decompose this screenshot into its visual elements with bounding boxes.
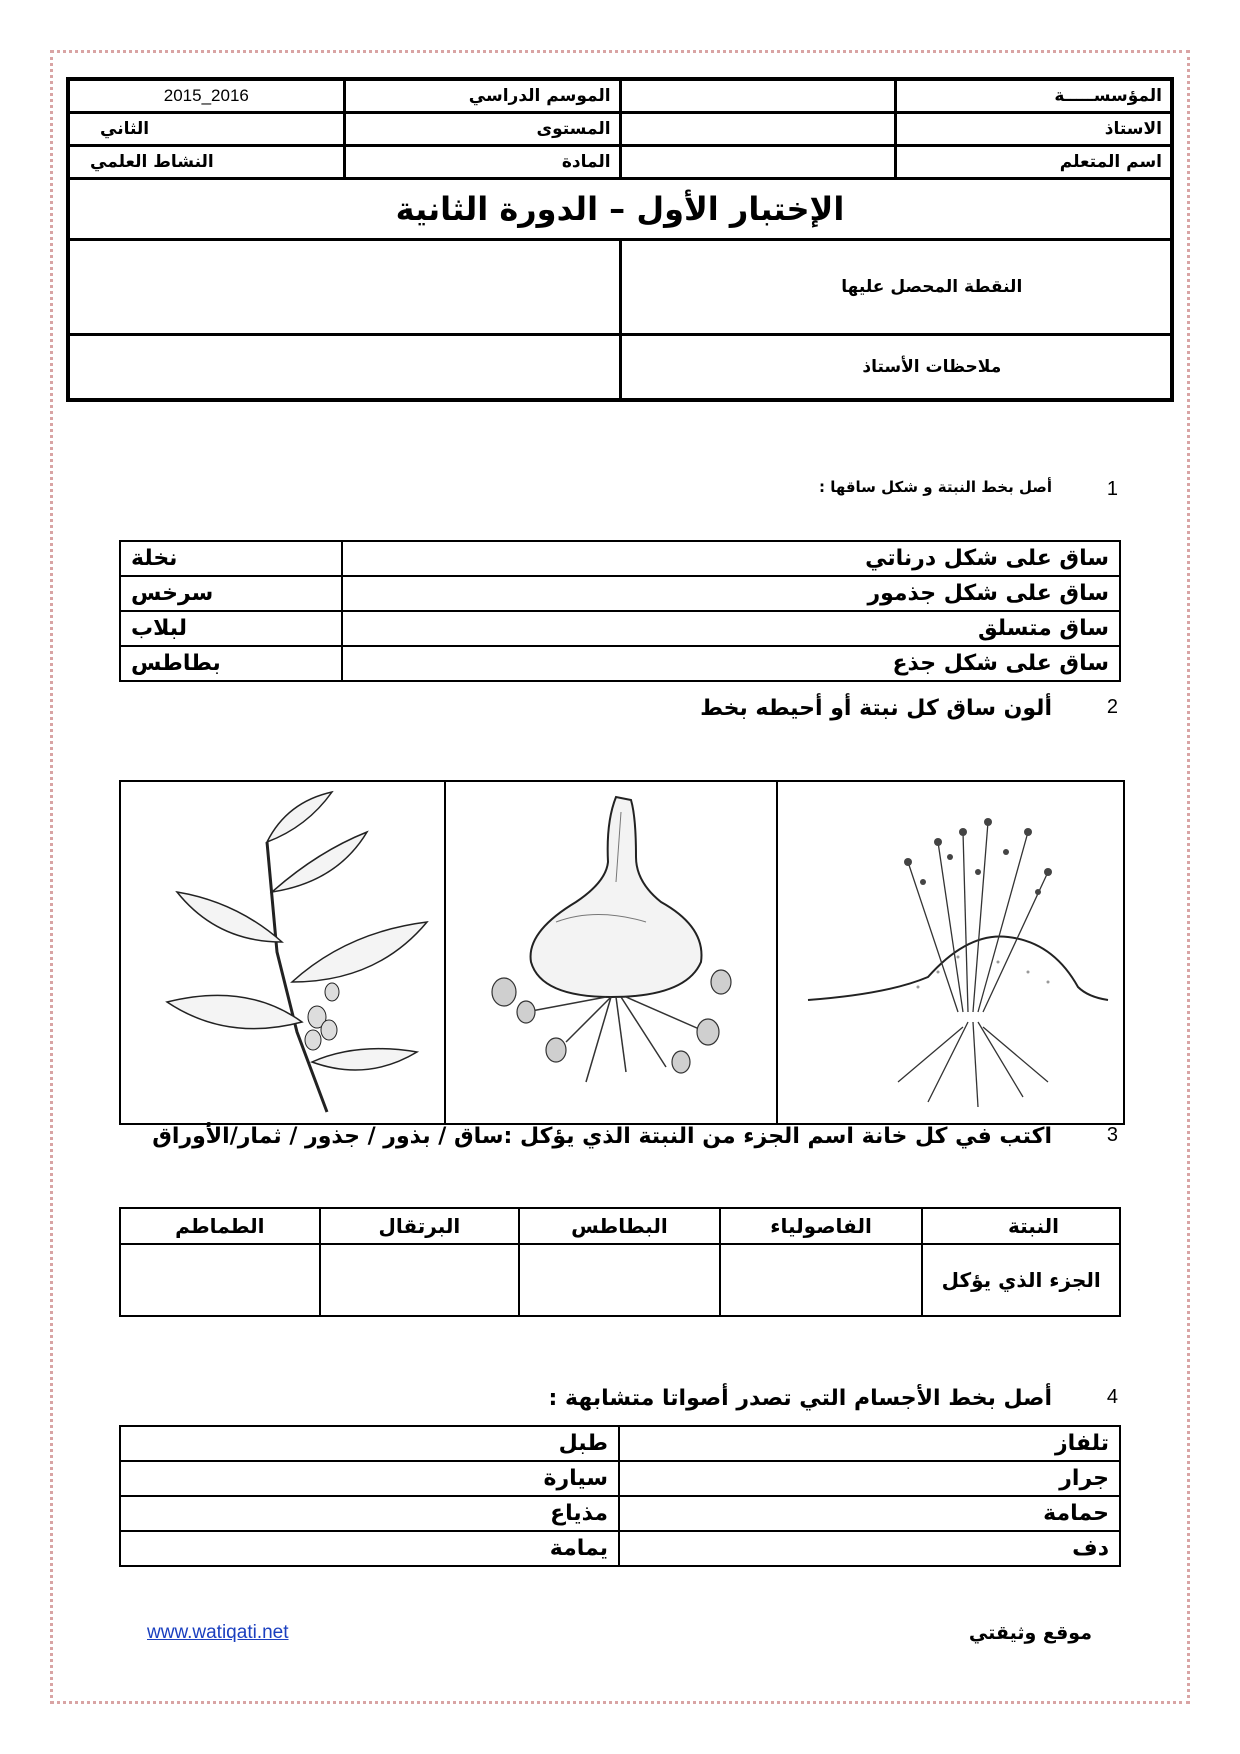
object-name: تلفاز [619,1426,1120,1461]
footer-link[interactable]: www.watiqati.net [147,1622,289,1643]
leafy-branch-image[interactable] [117,782,444,1123]
teacher-label: الاستاذ [896,113,1172,146]
potato-plant-drawing-icon [778,782,1123,1123]
institution-label: المؤسســـــة [896,79,1172,113]
table-row [120,611,1120,646]
answer-cell[interactable] [519,1244,720,1316]
plant-name: نخلة [120,541,342,576]
plant-name: البطاطس [519,1208,720,1244]
table-row [120,1531,1120,1566]
answer-cell[interactable] [120,1244,320,1316]
question-number: 3 [1106,1124,1118,1146]
part-header: الجزء الذي يؤكل [922,1244,1120,1316]
footer-site-name: موقع وثيقتي [968,1622,1092,1644]
question-2 [700,696,1118,721]
table-row [120,646,1120,681]
plant-name: البرتقال [320,1208,520,1244]
object-name: دف [619,1531,1120,1566]
stem-type: ساق على شكل جذمور [342,576,1120,611]
object-name: حمامة [619,1496,1120,1531]
answer-cell[interactable] [320,1244,520,1316]
teacher-value [620,113,896,146]
question-text: أصل بخط النبتة و شكل ساقها : [818,478,1052,496]
table-header-row [120,1208,1120,1244]
level-value: الثاني [68,113,344,146]
bulb-drawing-icon [446,782,776,1123]
header-row-institution [68,79,1172,113]
bulb-image[interactable] [444,782,776,1123]
q2-image-row [119,780,1125,1125]
q1-match-table [119,540,1121,682]
plant-name: الفاصولياء [720,1208,923,1244]
season-value: 2016_2015 [68,79,344,113]
q4-match-table [119,1425,1121,1567]
table-row [120,1496,1120,1531]
table-row [120,1426,1120,1461]
leafy-branch-drawing-icon [117,782,444,1123]
plant-name: بطاطس [120,646,342,681]
notes-value [68,335,620,401]
institution-value [620,79,896,113]
answer-cell[interactable] [720,1244,923,1316]
level-label: المستوى [344,113,620,146]
plant-header: النبتة [922,1208,1120,1244]
object-name: سيارة [120,1461,619,1496]
season-label: الموسم الدراسي [344,79,620,113]
stem-type: ساق على شكل جذع [342,646,1120,681]
question-text: اكتب في كل خانة اسم الجزء من النبتة الذي يؤكل :ساق / بذور / جذور / ثمار/الأوراق [152,1124,1052,1149]
question-text: أصل بخط الأجسام التي تصدر أصواتا متشابهة : [548,1386,1052,1411]
question-number: 2 [1106,696,1118,718]
subject-value: النشاط العلمي [68,146,344,179]
question-3 [152,1124,1118,1149]
table-row [120,1244,1120,1316]
header-row-teacher [68,113,1172,146]
header-row-student [68,146,1172,179]
object-name: طبل [120,1426,619,1461]
object-name: جرار [619,1461,1120,1496]
q3-food-table [119,1207,1121,1317]
student-label: اسم المتعلم [896,146,1172,179]
object-name: يمامة [120,1531,619,1566]
student-value [620,146,896,179]
stem-type: ساق على شكل درناتي [342,541,1120,576]
notes-label: ملاحظات الأستاذ [620,335,1172,401]
plant-name: الطماطم [120,1208,320,1244]
question-number: 4 [1106,1386,1118,1408]
question-number: 1 [1106,478,1118,500]
subject-label: المادة [344,146,620,179]
potato-plant-image[interactable] [776,782,1123,1123]
stem-type: ساق متسلق [342,611,1120,646]
score-label: النقطة المحصل عليها [620,240,1172,335]
header-table [66,77,1174,402]
plant-name: لبلاب [120,611,342,646]
table-row [120,1461,1120,1496]
question-text: ألون ساق كل نبتة أو أحيطه بخط [700,696,1052,721]
exam-title: الإختبار الأول – الدورة الثانية [68,179,1172,240]
header-row-title [68,179,1172,240]
header-row-notes [68,335,1172,401]
table-row [120,576,1120,611]
score-value [68,240,620,335]
header-row-score [68,240,1172,335]
question-1 [818,478,1118,500]
question-4 [548,1386,1118,1411]
table-row [120,541,1120,576]
object-name: مذياع [120,1496,619,1531]
plant-name: سرخس [120,576,342,611]
